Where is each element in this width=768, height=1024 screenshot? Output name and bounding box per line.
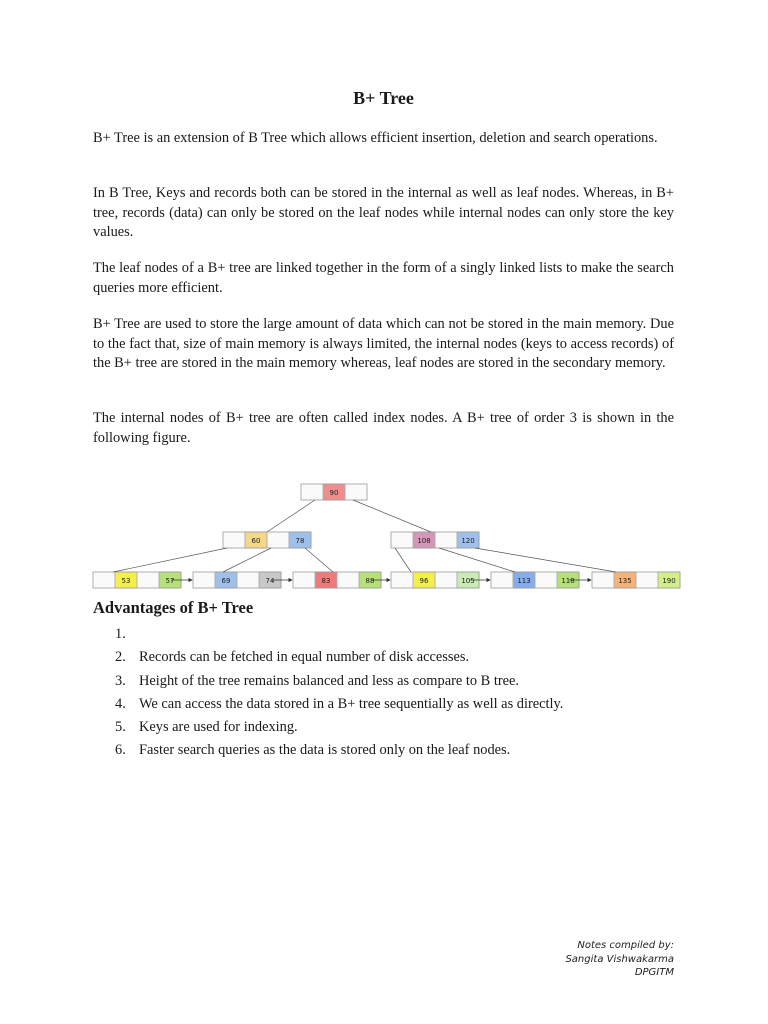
key-label: 83 [321, 577, 331, 585]
paragraph-keys-records: In B Tree, Keys and records both can be stored in the internal as well as leaf nodes. Whereas, in B+ tree, records (data) can only be stored on the leaf nodes while internal nodes can only store the key values. [93, 185, 674, 240]
key-label: 120 [461, 537, 475, 545]
tree-edge [305, 548, 333, 572]
key-label: 135 [618, 577, 632, 585]
key-label: 108 [417, 537, 431, 545]
tree-edge [353, 500, 431, 532]
key-label: 78 [295, 537, 305, 545]
tree-edge [439, 548, 515, 572]
footer-credits [565, 939, 674, 980]
key-label: 60 [251, 537, 261, 545]
tree-edge [395, 548, 411, 572]
footer-line-author: Sangita Vishwakarma [565, 953, 674, 965]
footer-line-institute: DPGITM [634, 967, 674, 978]
key-label: 113 [517, 577, 531, 585]
tree-edge [267, 500, 315, 532]
page-title: B+ Tree [353, 88, 414, 108]
key-label: 53 [121, 577, 131, 585]
paragraph-intro: B+ Tree is an extension of B Tree which allows efficient insertion, deletion and search operations. [93, 130, 658, 146]
list-number: 3. [115, 672, 126, 689]
list-number: 6. [115, 742, 126, 759]
tree-edge [113, 548, 227, 572]
list-text: We can access the data stored in a B+ tree sequentially as well as directly. [139, 695, 564, 712]
paragraph-linked-leaves: The leaf nodes of a B+ tree are linked together in the form of a singly linked lists to make the search queries more efficient. [93, 260, 674, 296]
list-item [93, 716, 674, 739]
list-number: 2. [115, 649, 126, 666]
list-text: Keys are used for indexing. [139, 719, 298, 736]
key-label: 190 [662, 577, 676, 585]
list-number: 1. [115, 626, 126, 642]
key-label: 69 [221, 577, 231, 585]
bplus-tree-diagram [93, 478, 674, 592]
advantages-list [93, 623, 674, 763]
key-label: 105 [461, 577, 475, 585]
list-item [93, 623, 674, 646]
key-label: 118 [561, 577, 575, 585]
paragraph-index-nodes: The internal nodes of B+ tree are often called index nodes. A B+ tree of order 3 is shown in the following figure. [93, 410, 674, 446]
list-number: 4. [115, 695, 126, 712]
list-number: 5. [115, 719, 126, 736]
list-item [93, 646, 674, 669]
key-label: 96 [419, 577, 429, 585]
list-item [93, 693, 674, 716]
key-label: 90 [329, 489, 339, 497]
list-item [93, 670, 674, 693]
advantages-heading: Advantages of B+ Tree [93, 598, 254, 617]
list-item [93, 739, 674, 762]
key-label: 57 [165, 577, 175, 585]
paragraph-memory: B+ Tree are used to store the large amount of data which can not be stored in the main memory. Due to the fact that, size of main memory is always limited, the internal nodes (keys to access records) of the B+ tree are stored in the main memory whereas, leaf nodes are stored in the secondary memory. [93, 316, 674, 371]
list-text: Records can be fetched in equal number of disk accesses. [139, 649, 470, 666]
key-label: 88 [365, 577, 375, 585]
list-text: Height of the tree remains balanced and less as compare to B tree. [139, 672, 520, 689]
tree-edge [475, 548, 616, 572]
footer-line-compiled: Notes compiled by: [577, 940, 674, 951]
bplus-tree-figure [93, 478, 674, 592]
tree-edge [223, 548, 271, 572]
key-label: 74 [265, 577, 275, 585]
list-text: Faster search queries as the data is stored only on the leaf nodes. [139, 742, 511, 759]
